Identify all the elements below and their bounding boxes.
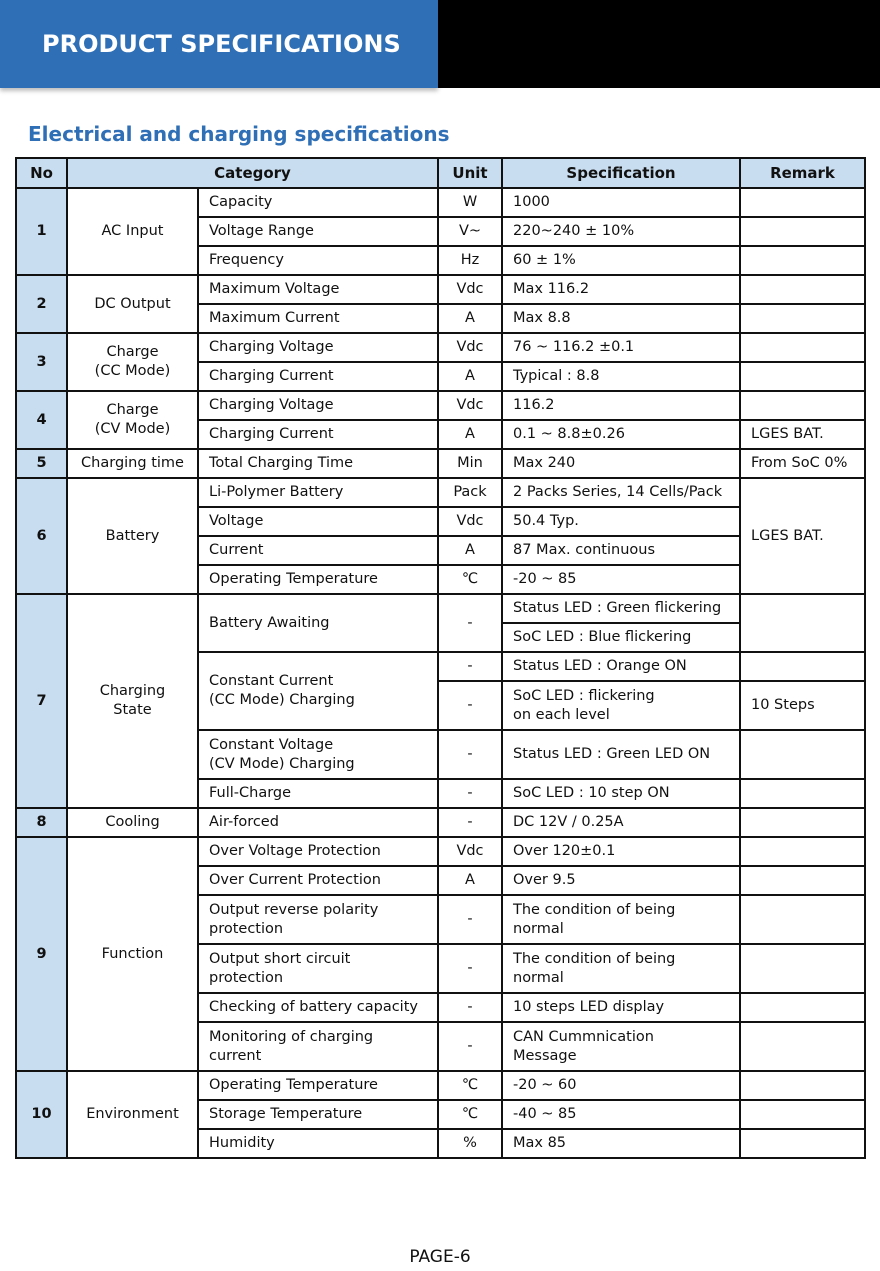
table-row bbox=[16, 449, 865, 478]
category-cell: Cooling bbox=[67, 808, 198, 837]
item-cell-line: (CV Mode) Charging bbox=[209, 755, 355, 772]
unit-cell: Vdc bbox=[438, 507, 502, 536]
unit-cell: - bbox=[438, 1022, 502, 1071]
category-cell-line: (CC Mode) bbox=[94, 363, 171, 379]
spec-cell bbox=[502, 895, 740, 944]
remark-cell: LGES BAT. bbox=[740, 420, 865, 449]
spec-cell: 116.2 bbox=[502, 391, 740, 420]
unit-cell: - bbox=[438, 594, 502, 652]
table-body bbox=[16, 188, 865, 1158]
item-cell: Humidity bbox=[198, 1129, 438, 1158]
remark-cell bbox=[740, 837, 865, 866]
header-black-bar bbox=[438, 0, 880, 88]
category-cell bbox=[67, 333, 198, 391]
unit-cell: A bbox=[438, 866, 502, 895]
remark-cell bbox=[740, 246, 865, 275]
remark-cell bbox=[740, 993, 865, 1022]
row-number: 5 bbox=[16, 449, 67, 478]
row-number: 8 bbox=[16, 808, 67, 837]
spec-cell: Status LED : Green LED ON bbox=[502, 730, 740, 779]
header-specification: Specification bbox=[502, 158, 740, 188]
category-cell bbox=[67, 594, 198, 808]
page-header bbox=[0, 0, 880, 88]
table-row bbox=[16, 333, 865, 362]
spec-cell-line: on each level bbox=[513, 706, 610, 723]
remark-cell bbox=[740, 1100, 865, 1129]
remark-cell bbox=[740, 779, 865, 808]
item-cell: Battery Awaiting bbox=[198, 594, 438, 652]
table-header-row bbox=[16, 158, 865, 188]
row-number: 3 bbox=[16, 333, 67, 391]
category-cell-line: State bbox=[113, 702, 152, 718]
row-number: 10 bbox=[16, 1071, 67, 1158]
page-number: PAGE-6 bbox=[409, 1247, 471, 1267]
item-cell: Air-forced bbox=[198, 808, 438, 837]
unit-cell: - bbox=[438, 652, 502, 681]
item-cell: Over Voltage Protection bbox=[198, 837, 438, 866]
spec-cell bbox=[502, 1022, 740, 1071]
remark-cell bbox=[740, 808, 865, 837]
remark-cell bbox=[740, 275, 865, 304]
item-cell: Voltage bbox=[198, 507, 438, 536]
remark-cell bbox=[740, 895, 865, 944]
category-cell: Charging time bbox=[67, 449, 198, 478]
remark-cell bbox=[740, 362, 865, 391]
category-cell-line: Charge bbox=[106, 402, 159, 418]
item-cell: Capacity bbox=[198, 188, 438, 217]
spec-cell: -20 ~ 60 bbox=[502, 1071, 740, 1100]
item-cell: Li-Polymer Battery bbox=[198, 478, 438, 507]
remark-cell bbox=[740, 217, 865, 246]
spec-cell: Over 9.5 bbox=[502, 866, 740, 895]
unit-cell: - bbox=[438, 895, 502, 944]
item-cell-line: Output short circuit bbox=[209, 950, 351, 967]
spec-cell: 76 ~ 116.2 ±0.1 bbox=[502, 333, 740, 362]
header-title-bar bbox=[0, 0, 438, 88]
spec-cell: DC 12V / 0.25A bbox=[502, 808, 740, 837]
spec-cell-line: normal bbox=[513, 920, 564, 937]
unit-cell: - bbox=[438, 993, 502, 1022]
spec-cell: 2 Packs Series, 14 Cells/Pack bbox=[502, 478, 740, 507]
item-cell: Total Charging Time bbox=[198, 449, 438, 478]
spec-cell: SoC LED : Blue flickering bbox=[502, 623, 740, 652]
item-cell bbox=[198, 944, 438, 993]
unit-cell: - bbox=[438, 808, 502, 837]
item-cell-line: current bbox=[209, 1047, 262, 1064]
table-row bbox=[16, 188, 865, 217]
category-cell-line: Charging bbox=[99, 683, 166, 699]
unit-cell: A bbox=[438, 536, 502, 565]
remark-cell bbox=[740, 1071, 865, 1100]
item-cell: Maximum Current bbox=[198, 304, 438, 333]
spec-cell-line: CAN Cummnication bbox=[513, 1028, 654, 1045]
item-cell bbox=[198, 730, 438, 779]
item-cell: Operating Temperature bbox=[198, 565, 438, 594]
unit-cell: W bbox=[438, 188, 502, 217]
spec-cell: 0.1 ~ 8.8±0.26 bbox=[502, 420, 740, 449]
unit-cell: ℃ bbox=[438, 1071, 502, 1100]
unit-cell: A bbox=[438, 420, 502, 449]
spec-cell: Status LED : Orange ON bbox=[502, 652, 740, 681]
category-cell-line: Charge bbox=[106, 344, 159, 360]
remark-cell: 10 Steps bbox=[740, 681, 865, 730]
item-cell: Voltage Range bbox=[198, 217, 438, 246]
item-cell: Current bbox=[198, 536, 438, 565]
item-cell: Checking of battery capacity bbox=[198, 993, 438, 1022]
table-row bbox=[16, 1071, 865, 1100]
unit-cell: A bbox=[438, 304, 502, 333]
unit-cell: - bbox=[438, 730, 502, 779]
unit-cell: % bbox=[438, 1129, 502, 1158]
row-number: 1 bbox=[16, 188, 67, 275]
item-cell: Charging Current bbox=[198, 362, 438, 391]
category-cell bbox=[67, 391, 198, 449]
spec-cell: Over 120±0.1 bbox=[502, 837, 740, 866]
unit-cell: - bbox=[438, 779, 502, 808]
remark-cell bbox=[740, 1022, 865, 1071]
spec-cell: -40 ~ 85 bbox=[502, 1100, 740, 1129]
category-cell: Function bbox=[67, 837, 198, 1071]
spec-cell: Status LED : Green flickering bbox=[502, 594, 740, 623]
spec-cell: 50.4 Typ. bbox=[502, 507, 740, 536]
remark-cell bbox=[740, 652, 865, 681]
item-cell-line: Output reverse polarity bbox=[209, 901, 379, 918]
item-cell: Charging Voltage bbox=[198, 333, 438, 362]
item-cell bbox=[198, 1022, 438, 1071]
item-cell: Maximum Voltage bbox=[198, 275, 438, 304]
unit-cell: Min bbox=[438, 449, 502, 478]
item-cell: Storage Temperature bbox=[198, 1100, 438, 1129]
spec-cell: SoC LED : 10 step ON bbox=[502, 779, 740, 808]
remark-cell bbox=[740, 944, 865, 993]
unit-cell: Hz bbox=[438, 246, 502, 275]
row-number: 6 bbox=[16, 478, 67, 594]
item-cell: Frequency bbox=[198, 246, 438, 275]
item-cell: Charging Current bbox=[198, 420, 438, 449]
unit-cell: Vdc bbox=[438, 837, 502, 866]
unit-cell: ℃ bbox=[438, 565, 502, 594]
unit-cell: Vdc bbox=[438, 275, 502, 304]
unit-cell: Vdc bbox=[438, 391, 502, 420]
item-cell-line: Monitoring of charging bbox=[209, 1028, 374, 1045]
item-cell-line: Constant Current bbox=[209, 673, 334, 689]
row-number: 9 bbox=[16, 837, 67, 1071]
spec-cell bbox=[502, 681, 740, 730]
category-cell: Environment bbox=[67, 1071, 198, 1158]
spec-cell-line: SoC LED : flickering bbox=[513, 687, 655, 704]
spec-cell bbox=[502, 944, 740, 993]
spec-cell-line: The condition of being bbox=[513, 950, 676, 967]
category-cell: Battery bbox=[67, 478, 198, 594]
category-cell: AC Input bbox=[67, 188, 198, 275]
spec-cell: 1000 bbox=[502, 188, 740, 217]
item-cell bbox=[198, 895, 438, 944]
spec-cell: Typical : 8.8 bbox=[502, 362, 740, 391]
remark-cell bbox=[740, 391, 865, 420]
unit-cell: A bbox=[438, 362, 502, 391]
item-cell-line: (CC Mode) Charging bbox=[209, 692, 355, 708]
row-number: 2 bbox=[16, 275, 67, 333]
spec-cell: -20 ~ 85 bbox=[502, 565, 740, 594]
spec-cell-line: Message bbox=[513, 1047, 577, 1064]
specifications-table bbox=[15, 157, 866, 1159]
unit-cell: - bbox=[438, 681, 502, 730]
spec-cell: Max 240 bbox=[502, 449, 740, 478]
remark-cell bbox=[740, 333, 865, 362]
spec-cell: 60 ± 1% bbox=[502, 246, 740, 275]
spec-cell: 220~240 ± 10% bbox=[502, 217, 740, 246]
table-row bbox=[16, 808, 865, 837]
header-category: Category bbox=[67, 158, 438, 188]
unit-cell: Pack bbox=[438, 478, 502, 507]
header-remark: Remark bbox=[740, 158, 865, 188]
table-row bbox=[16, 275, 865, 304]
spec-cell: Max 8.8 bbox=[502, 304, 740, 333]
page-title: PRODUCT SPECIFICATIONS bbox=[42, 30, 401, 58]
remark-cell bbox=[740, 1129, 865, 1158]
spec-cell: Max 116.2 bbox=[502, 275, 740, 304]
category-cell: DC Output bbox=[67, 275, 198, 333]
remark-cell bbox=[740, 594, 865, 652]
remark-cell bbox=[740, 304, 865, 333]
item-cell: Over Current Protection bbox=[198, 866, 438, 895]
header-unit: Unit bbox=[438, 158, 502, 188]
item-cell-line: protection bbox=[209, 969, 284, 986]
unit-cell: Vdc bbox=[438, 333, 502, 362]
item-cell bbox=[198, 652, 438, 730]
unit-cell: V~ bbox=[438, 217, 502, 246]
table-row bbox=[16, 594, 865, 623]
item-cell-line: Constant Voltage bbox=[209, 736, 334, 753]
section-title: Electrical and charging specifications bbox=[28, 122, 450, 146]
remark-cell bbox=[740, 730, 865, 779]
table-row bbox=[16, 391, 865, 420]
item-cell: Operating Temperature bbox=[198, 1071, 438, 1100]
table-row bbox=[16, 837, 865, 866]
item-cell: Charging Voltage bbox=[198, 391, 438, 420]
table-row bbox=[16, 478, 865, 507]
remark-cell bbox=[740, 188, 865, 217]
unit-cell: - bbox=[438, 944, 502, 993]
category-cell-line: (CV Mode) bbox=[94, 421, 171, 437]
spec-cell-line: The condition of being bbox=[513, 901, 676, 918]
remark-cell: From SoC 0% bbox=[740, 449, 865, 478]
remark-cell: LGES BAT. bbox=[740, 478, 865, 594]
item-cell: Full-Charge bbox=[198, 779, 438, 808]
item-cell-line: protection bbox=[209, 920, 284, 937]
remark-cell bbox=[740, 866, 865, 895]
row-number: 7 bbox=[16, 594, 67, 808]
spec-cell: 87 Max. continuous bbox=[502, 536, 740, 565]
row-number: 4 bbox=[16, 391, 67, 449]
header-no: No bbox=[16, 158, 67, 188]
spec-cell: Max 85 bbox=[502, 1129, 740, 1158]
spec-cell-line: normal bbox=[513, 969, 564, 986]
spec-cell: 10 steps LED display bbox=[502, 993, 740, 1022]
unit-cell: ℃ bbox=[438, 1100, 502, 1129]
